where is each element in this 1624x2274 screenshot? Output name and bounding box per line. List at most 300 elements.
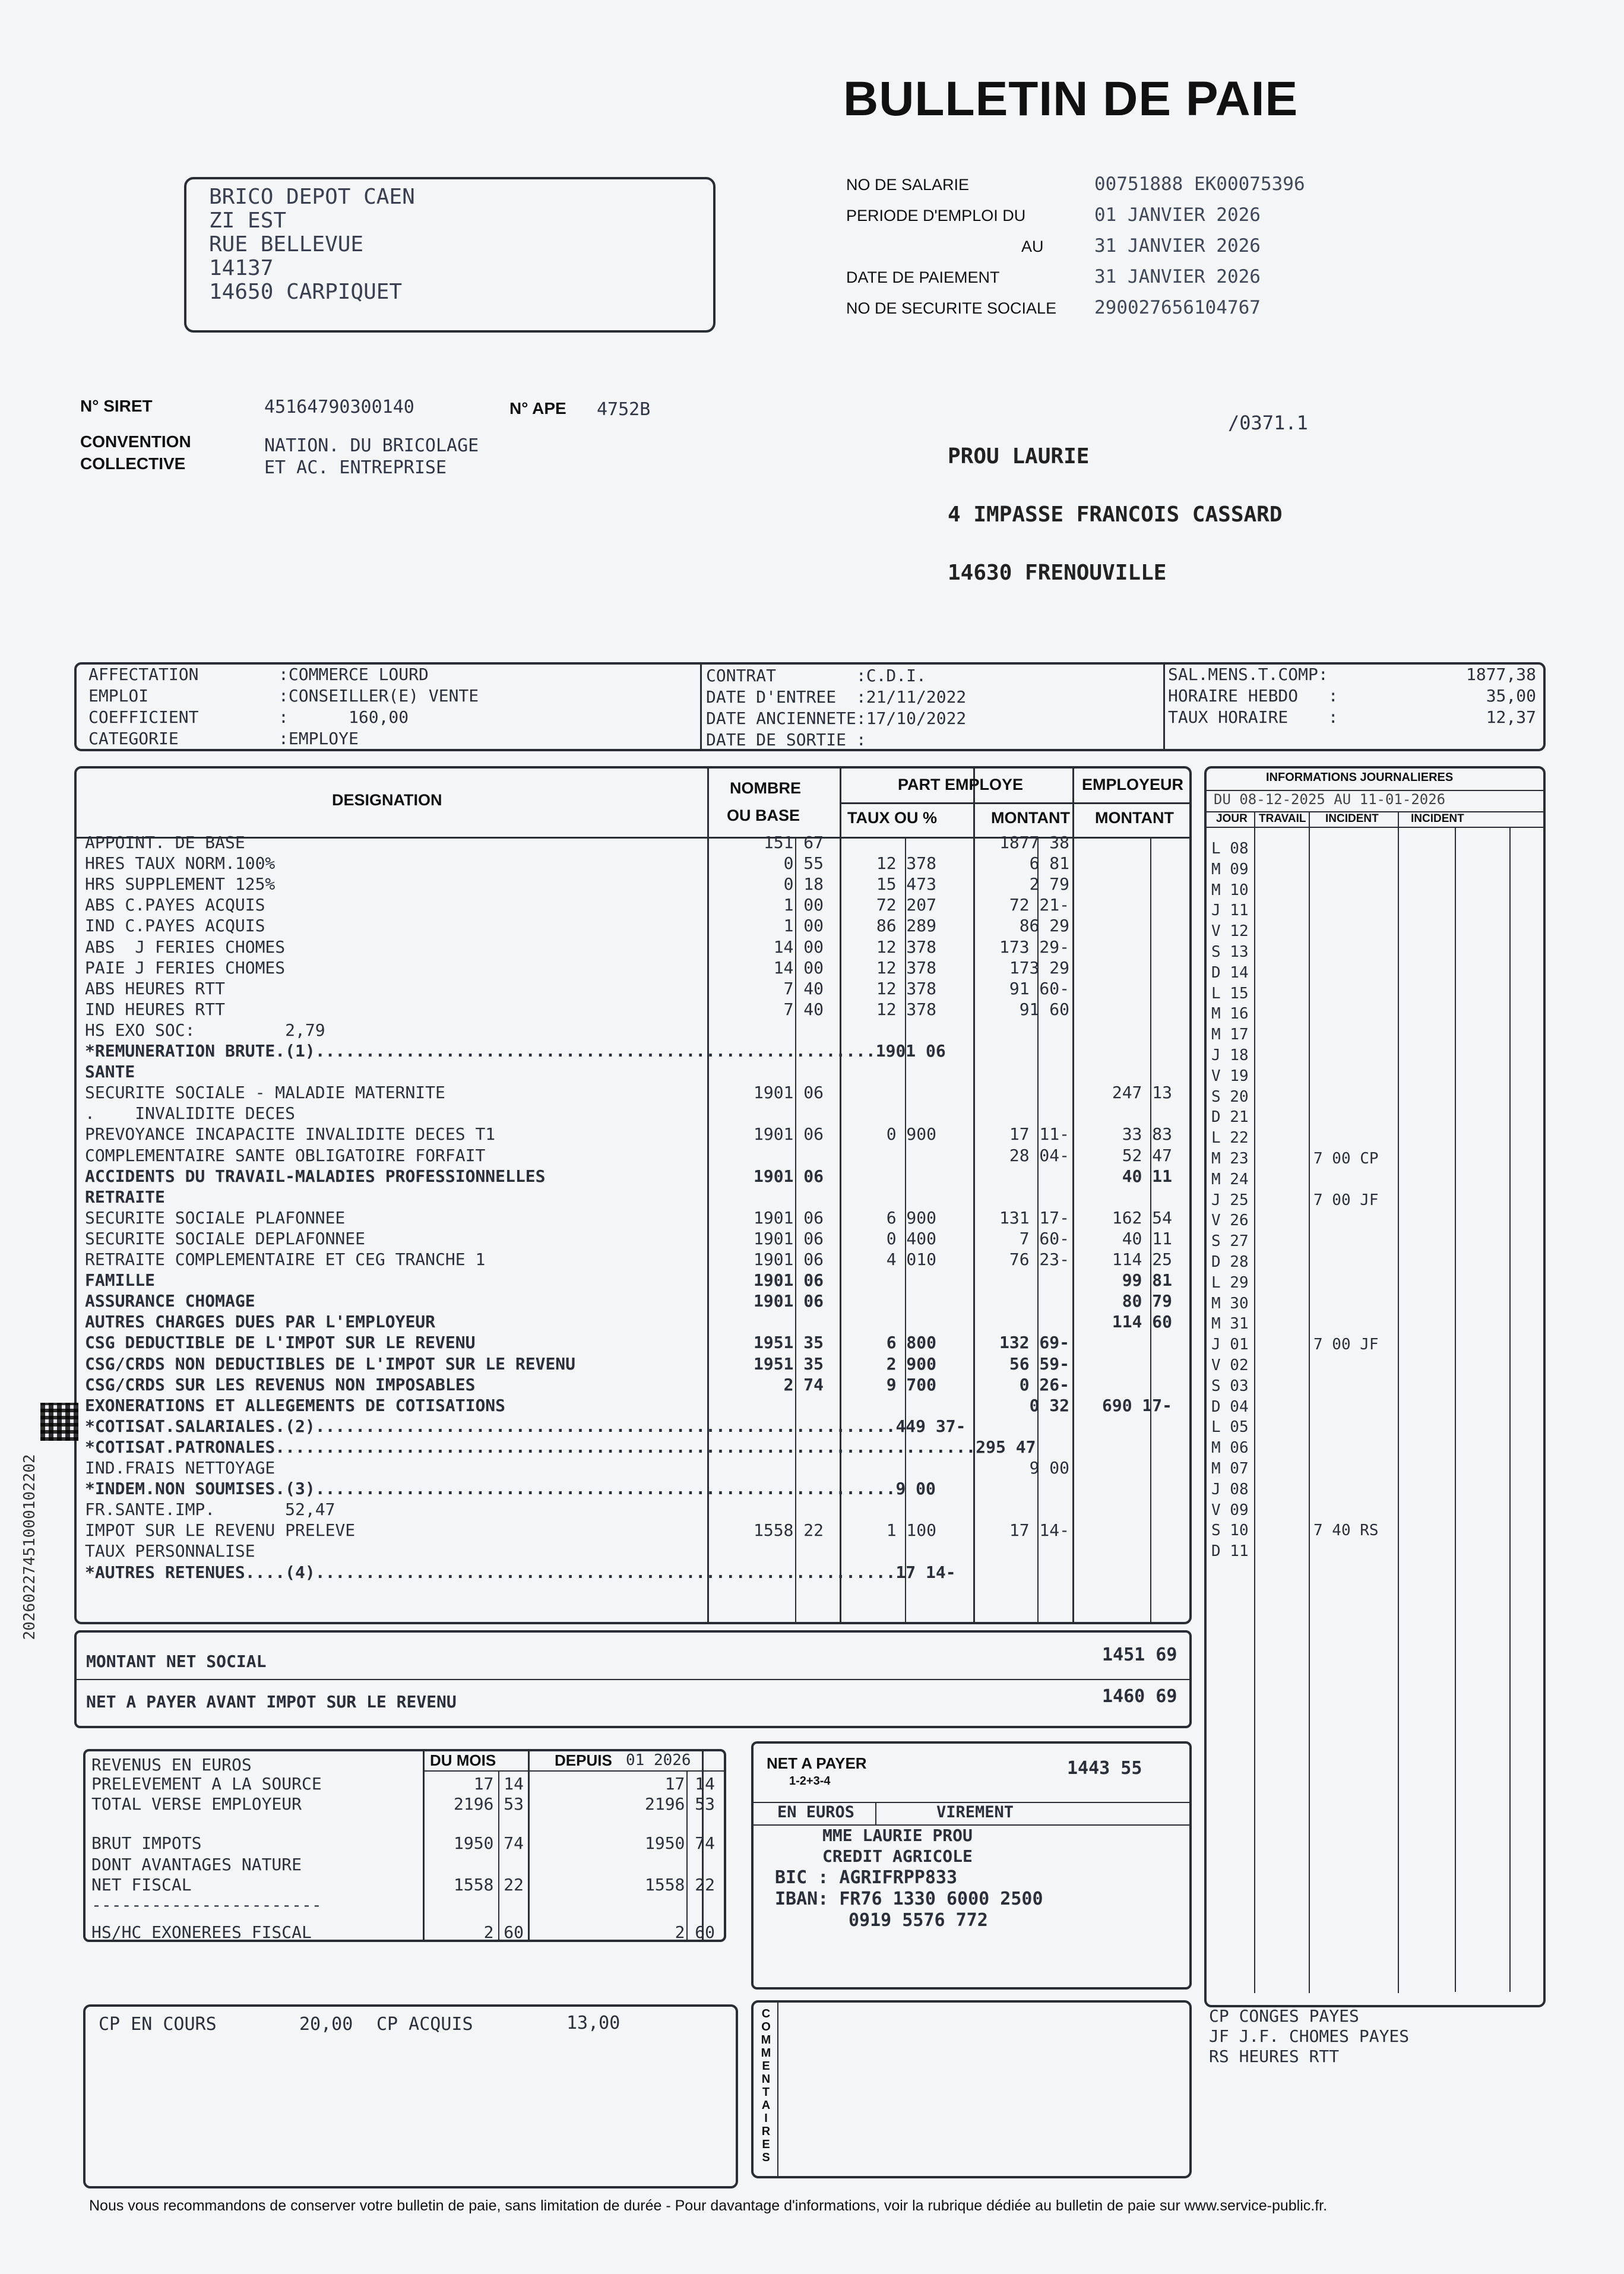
line-designation: IND.FRAIS NETTOYAGE: [85, 1458, 276, 1478]
table-row: [77, 1541, 1190, 1561]
table-row: [77, 1145, 1190, 1166]
daily-day: D 21: [1211, 1108, 1249, 1127]
totals-row-depuis: 1950 74: [644, 1833, 715, 1853]
line-designation: ABS C.PAYES ACQUIS: [85, 895, 265, 915]
line-taux: 1 100: [886, 1520, 936, 1541]
comments-letter: E: [762, 2138, 770, 2151]
side-reference-code: 20260227451000102202: [21, 1454, 39, 1640]
line-designation: HRES TAUX NORM.100%: [85, 853, 276, 874]
daily-incident: 7 00 JF: [1313, 1191, 1379, 1209]
incident-legend: [1209, 2006, 1409, 2067]
line-designation: IMPOT SUR LE REVENU PRELEVE: [85, 1520, 356, 1541]
line-montant: 76 23-: [1009, 1250, 1069, 1269]
line-montant: 173 29: [1009, 957, 1069, 978]
table-row: [77, 1353, 1190, 1374]
employment-rate-value: 1877,38: [1465, 665, 1536, 684]
payment-bank: CREDIT AGRICOLE: [822, 1846, 973, 1866]
table-row: [77, 1270, 1190, 1291]
line-nombre: 14 00: [773, 937, 824, 957]
daily-day: M 07: [1211, 1460, 1249, 1478]
line-taux: 12 378: [876, 999, 936, 1019]
employer-address-box: [184, 177, 716, 333]
table-row: [77, 1457, 1190, 1478]
header-info-value: 290027656104767: [1094, 297, 1261, 318]
daily-day: L 05: [1211, 1418, 1249, 1437]
employment-contract-line: DATE D'ENTREE :21/11/2022: [706, 687, 967, 707]
line-taux: 86 289: [876, 916, 936, 936]
table-row: [77, 1187, 1190, 1207]
line-nombre: 1901 06: [753, 1270, 824, 1291]
line-designation: ACCIDENTS DU TRAVAIL-MALADIES PROFESSIONNELLES: [85, 1166, 546, 1186]
table-row: [77, 1249, 1190, 1270]
employee-street: 4 IMPASSE FRANCOIS CASSARD: [948, 502, 1283, 527]
line-montant: 2 79: [1029, 874, 1069, 894]
header-info-label: PERIODE D'EMPLOI DU: [846, 207, 1026, 224]
comments-letter: T: [762, 2086, 770, 2099]
comments-letter: M: [761, 2047, 771, 2060]
net-social-value: 1451 69: [1102, 1644, 1177, 1665]
daily-day: D 11: [1211, 1542, 1249, 1561]
net-avant-impot-value: 1460 69: [1102, 1686, 1177, 1707]
line-designation: SECURITE SOCIALE - MALADIE MATERNITE: [85, 1083, 445, 1103]
table-row: [77, 1082, 1190, 1103]
line-designation: SANTE: [85, 1062, 135, 1082]
daily-day: S 10: [1211, 1522, 1249, 1540]
line-employeur: 99 81: [1122, 1270, 1172, 1291]
line-montant: 56 59-: [1009, 1353, 1069, 1374]
line-nombre: 14 00: [773, 957, 824, 978]
line-taux: 12 378: [876, 978, 936, 998]
table-row: [77, 1562, 1190, 1583]
daily-period: DU 08-12-2025 AU 11-01-2026: [1214, 791, 1446, 808]
daily-day: M 23: [1211, 1150, 1249, 1168]
line-designation: TAUX PERSONNALISE: [85, 1541, 255, 1561]
totals-row-depuis: 17 14: [664, 1774, 715, 1794]
line-taux: 12 378: [876, 937, 936, 957]
siret-value: 45164790300140: [264, 397, 414, 418]
header-nombre: NOMBRE: [730, 779, 801, 797]
daily-day: D 28: [1211, 1253, 1249, 1271]
comments-letter: E: [762, 2060, 770, 2073]
totals-row-label: BRUT IMPOTS: [91, 1833, 202, 1853]
employment-value: : 160,00: [278, 707, 409, 727]
header-info-label: NO DE SALARIE: [846, 176, 970, 194]
line-employeur: 40 11: [1122, 1228, 1172, 1248]
line-nombre: 2 74: [783, 1374, 824, 1394]
line-montant: 86 29: [1019, 916, 1069, 936]
collective-label: COLLECTIVE: [80, 454, 186, 473]
line-montant: 173 29-: [999, 937, 1069, 957]
daily-day: V 26: [1211, 1212, 1249, 1230]
employer-line: ZI EST: [209, 208, 287, 233]
line-designation: ABS J FERIES CHOMES: [85, 937, 286, 957]
daily-day: J 08: [1211, 1480, 1249, 1498]
daily-day: V 12: [1211, 922, 1249, 941]
employee-city: 14630 FRENOUVILLE: [948, 561, 1167, 585]
daily-incident: 7 40 RS: [1313, 1522, 1379, 1540]
line-nombre: 1951 35: [753, 1333, 824, 1353]
line-designation: RETRAITE: [85, 1187, 165, 1207]
header-taux: TAUX OU %: [847, 809, 938, 827]
line-nombre: 1 00: [783, 916, 824, 936]
line-employeur: 80 79: [1122, 1291, 1172, 1311]
footer-note: Nous vous recommandons de conserver votre bulletin de paie, sans limitation de durée - Pour davantage d'informations, voir la rubrique dédiée au bulletin de paie sur www.service-public.fr.: [89, 2197, 1328, 2214]
daily-day: M 24: [1211, 1170, 1249, 1188]
line-employeur: 114 25: [1112, 1250, 1172, 1269]
line-designation: *INDEM.NON SOUMISES.(3)..........................................................9 00: [85, 1479, 936, 1499]
comments-letter: M: [761, 2033, 771, 2047]
employer-line: RUE BELLEVUE: [209, 232, 364, 257]
comments-label: [757, 2007, 775, 2164]
line-nombre: 1901 06: [753, 1166, 824, 1186]
line-designation: FR.SANTE.IMP. 52,47: [85, 1500, 335, 1520]
table-row: [77, 1437, 1190, 1457]
totals-box: [83, 1749, 726, 1942]
table-row: [77, 1020, 1190, 1040]
payment-box: [751, 1741, 1192, 1990]
payment-currency: EN EUROS: [777, 1803, 855, 1821]
header-employeur-montant: MONTANT: [1095, 809, 1174, 827]
comments-letter: O: [761, 2020, 771, 2033]
line-designation: IND HEURES RTT: [85, 999, 226, 1019]
line-montant: 72 21-: [1009, 895, 1069, 915]
line-montant: 9 00: [1029, 1458, 1069, 1478]
line-taux: 0 400: [886, 1228, 936, 1248]
ape-label: N° APE: [509, 399, 566, 418]
employer-address: [209, 185, 415, 304]
convention-label: CONVENTION: [80, 432, 191, 451]
page-title: BULLETIN DE PAIE: [843, 72, 1299, 126]
daily-info-box: [1204, 766, 1546, 2007]
daily-day: L 29: [1211, 1273, 1249, 1292]
line-montant: 0 26-: [1019, 1374, 1069, 1394]
line-nombre: 1901 06: [753, 1228, 824, 1248]
daily-day: S 20: [1211, 1087, 1249, 1106]
table-row: [77, 894, 1190, 915]
employment-info-box: [74, 662, 1546, 751]
payroll-lines: [77, 832, 1190, 1616]
header-info-value: 01 JANVIER 2026: [1094, 204, 1261, 226]
line-employeur: 690 17-: [1101, 1395, 1172, 1415]
net-box: [74, 1630, 1192, 1728]
line-nombre: 7 40: [783, 999, 824, 1019]
comments-box: [751, 2000, 1192, 2178]
table-row: [77, 1332, 1190, 1353]
line-employeur: 162 54: [1112, 1207, 1172, 1228]
legend-line: JF J.F. CHOMES PAYES: [1209, 2026, 1410, 2046]
line-nombre: 1 00: [783, 895, 824, 915]
employment-contract-line: DATE ANCIENNETE:17/10/2022: [706, 709, 967, 728]
line-taux: 6 900: [886, 1207, 936, 1228]
reference-code: /0371.1: [1228, 412, 1308, 434]
qr-code-icon: [40, 1403, 78, 1441]
table-row: [77, 1061, 1190, 1082]
totals-row-label: DONT AVANTAGES NATURE: [91, 1855, 302, 1874]
net-avant-impot-label: NET A PAYER AVANT IMPOT SUR LE REVENU: [86, 1692, 457, 1712]
header-part-employe: PART EMPLOYE: [898, 776, 1024, 793]
employment-contract-line: DATE DE SORTIE :: [706, 730, 866, 749]
daily-title: INFORMATIONS JOURNALIERES: [1266, 771, 1454, 784]
line-taux: 4 010: [886, 1250, 936, 1269]
employment-contract-line: CONTRAT :C.D.I.: [706, 666, 926, 685]
table-row: [77, 1124, 1190, 1144]
comments-letter: N: [761, 2073, 771, 2086]
line-designation: HRS SUPPLEMENT 125%: [85, 874, 276, 894]
comments-letter: A: [761, 2099, 771, 2112]
comments-letter: S: [762, 2151, 770, 2164]
line-designation: CSG DEDUCTIBLE DE L'IMPOT SUR LE REVENU: [85, 1333, 476, 1353]
employment-rate-value: 35,00: [1486, 686, 1536, 706]
table-row: [77, 853, 1190, 874]
line-montant: 17 11-: [1009, 1124, 1069, 1144]
table-row: [77, 1207, 1190, 1228]
header-info-value: 31 JANVIER 2026: [1094, 266, 1261, 287]
daily-col-incident-2: INCIDENT: [1411, 812, 1464, 825]
totals-col-mois: DU MOIS: [430, 1751, 496, 1769]
line-designation: SECURITE SOCIALE DEPLAFONNEE: [85, 1228, 366, 1248]
line-montant: 28 04-: [1009, 1145, 1069, 1165]
table-row: [77, 937, 1190, 957]
totals-col-depuis-date: 01 2026: [626, 1751, 691, 1769]
line-nombre: 0 18: [783, 874, 824, 894]
line-designation: PAIE J FERIES CHOMES: [85, 957, 286, 978]
line-montant: 7 60-: [1019, 1228, 1069, 1248]
line-montant: 1877 38: [999, 833, 1069, 852]
payment-method: VIREMENT: [936, 1803, 1014, 1821]
header-info-label: NO DE SECURITE SOCIALE: [846, 299, 1057, 317]
payroll-table: [74, 766, 1192, 1624]
cp-acquis-value: 13,00: [566, 2013, 621, 2033]
daily-day: M 30: [1211, 1294, 1249, 1312]
daily-day: M 09: [1211, 860, 1249, 878]
line-taux: 12 378: [876, 957, 936, 978]
employment-label: COEFFICIENT: [88, 707, 199, 727]
employment-value: :CONSEILLER(E) VENTE: [278, 686, 479, 706]
line-nombre: 1901 06: [753, 1250, 824, 1269]
daily-day: J 18: [1211, 1046, 1249, 1064]
net-a-payer-formula: 1-2+3-4: [789, 1775, 831, 1788]
employment-rate-value: 12,37: [1486, 707, 1536, 727]
line-nombre: 1901 06: [753, 1083, 824, 1103]
table-row: [77, 1478, 1190, 1499]
net-a-payer-label: NET A PAYER: [767, 1754, 867, 1772]
table-row: [77, 1228, 1190, 1249]
employment-label: CATEGORIE: [88, 729, 179, 748]
daily-day: M 31: [1211, 1315, 1249, 1333]
daily-day: J 01: [1211, 1336, 1249, 1354]
conges-box: [83, 2004, 738, 2188]
table-row: [77, 1291, 1190, 1311]
header-designation: DESIGNATION: [332, 791, 442, 809]
line-designation: EXONERATIONS ET ALLEGEMENTS DE COTISATIONS: [85, 1395, 506, 1415]
line-designation: PREVOYANCE INCAPACITE INVALIDITE DECES T1: [85, 1124, 496, 1144]
employment-rate-label: SAL.MENS.T.COMP:: [1168, 665, 1328, 684]
line-nombre: 1901 06: [753, 1291, 824, 1311]
totals-row-mois: 1558 22: [453, 1875, 524, 1895]
totals-row-mois: 1950 74: [453, 1833, 524, 1853]
line-designation: *COTISAT.PATRONALES......................................................................295 47: [85, 1437, 1036, 1457]
comments-letter: C: [761, 2007, 771, 2020]
line-designation: *AUTRES RETENUES....(4)..........................................................17 14-: [85, 1562, 956, 1582]
daily-col-jour: JOUR: [1216, 812, 1248, 825]
comments-letter: R: [761, 2125, 771, 2138]
line-designation: ASSURANCE CHOMAGE: [85, 1291, 255, 1311]
line-designation: IND C.PAYES ACQUIS: [85, 916, 265, 936]
line-designation: COMPLEMENTAIRE SANTE OBLIGATOIRE FORFAIT: [85, 1145, 486, 1165]
line-designation: . INVALIDITE DECES: [85, 1103, 296, 1124]
employee-name: PROU LAURIE: [948, 444, 1090, 469]
line-montant: 91 60: [1019, 999, 1069, 1019]
totals-row-depuis: 2196 53: [644, 1794, 715, 1814]
totals-row-mois: 2196 53: [453, 1794, 524, 1814]
legend-line: CP CONGES PAYES: [1209, 2006, 1359, 2026]
employment-rate-label: HORAIRE HEBDO :: [1168, 686, 1338, 706]
line-nombre: 0 55: [783, 853, 824, 874]
legend-line: RS HEURES RTT: [1209, 2047, 1340, 2066]
table-row: [77, 874, 1190, 894]
totals-col-depuis: DEPUIS: [555, 1751, 612, 1769]
line-nombre: 1558 22: [753, 1520, 824, 1541]
line-nombre: 7 40: [783, 978, 824, 998]
daily-incident: 7 00 JF: [1313, 1336, 1379, 1354]
daily-day: L 22: [1211, 1129, 1249, 1147]
net-a-payer-amount: 1443 55: [1067, 1758, 1142, 1779]
line-designation: FAMILLE: [85, 1270, 156, 1291]
cp-acquis-label: CP ACQUIS: [376, 2014, 473, 2035]
line-montant: 17 14-: [1009, 1520, 1069, 1541]
line-taux: 2 900: [886, 1353, 936, 1374]
line-taux: 72 207: [876, 895, 936, 915]
daily-day: V 19: [1211, 1067, 1249, 1085]
line-designation: APPOINT. DE BASE: [85, 833, 245, 852]
table-row: [77, 832, 1190, 853]
convention-value-1: NATION. DU BRICOLAGE: [264, 435, 479, 456]
payment-iban: IBAN: FR76 1330 6000 2500: [775, 1889, 1043, 1909]
payment-beneficiary: MME LAURIE PROU: [822, 1826, 973, 1845]
header-base: OU BASE: [727, 807, 800, 824]
employment-label: EMPLOI: [88, 686, 149, 706]
totals-row-label: HS/HC EXONEREES FISCAL: [91, 1922, 312, 1942]
daily-day: M 06: [1211, 1439, 1249, 1457]
daily-day: V 02: [1211, 1356, 1249, 1374]
comments-letter: I: [764, 2112, 768, 2125]
line-employeur: 52 47: [1122, 1145, 1172, 1165]
line-montant: 131 17-: [999, 1207, 1069, 1228]
totals-row-label: PRELEVEMENT A LA SOURCE: [91, 1774, 322, 1794]
totals-row-depuis: 2 60: [675, 1922, 715, 1942]
header-info-label: AU: [1021, 238, 1044, 255]
line-designation: SECURITE SOCIALE PLAFONNEE: [85, 1207, 346, 1228]
daily-col-travail: TRAVAIL: [1259, 812, 1306, 825]
line-montant: 6 81: [1029, 853, 1069, 874]
daily-day: J 11: [1211, 902, 1249, 920]
header-info-value: 00751888 EK00075396: [1094, 173, 1305, 195]
convention-value-2: ET AC. ENTREPRISE: [264, 457, 447, 478]
daily-day: S 13: [1211, 943, 1249, 961]
line-taux: 12 378: [876, 853, 936, 874]
daily-col-incident-1: INCIDENT: [1325, 812, 1379, 825]
employment-label: AFFECTATION: [88, 665, 199, 684]
table-row: [77, 1103, 1190, 1124]
daily-day: V 09: [1211, 1501, 1249, 1519]
daily-day: L 08: [1211, 840, 1249, 858]
line-taux: 6 800: [886, 1333, 936, 1353]
line-montant: 0 32: [1029, 1395, 1069, 1415]
line-designation: CSG/CRDS SUR LES REVENUS NON IMPOSABLES: [85, 1374, 476, 1394]
line-employeur: 40 11: [1122, 1166, 1172, 1186]
line-montant: 91 60-: [1009, 978, 1069, 998]
siret-label: N° SIRET: [80, 397, 153, 415]
table-row: [77, 957, 1190, 978]
line-employeur: 114 60: [1112, 1312, 1172, 1332]
daily-day: L 15: [1211, 984, 1249, 1002]
table-row: [77, 1374, 1190, 1395]
header-montant: MONTANT: [991, 809, 1070, 827]
employer-line: 14137: [209, 256, 274, 280]
header-info: [846, 173, 1588, 328]
table-row: [77, 1416, 1190, 1437]
line-designation: *COTISAT.SALARIALES.(2)..........................................................449 37-: [85, 1416, 966, 1436]
payment-iban-end: 0919 5576 772: [849, 1910, 988, 1931]
line-designation: *REMUNERATION BRUTE.(1)........................................................1901 06: [85, 1041, 946, 1061]
ape-value: 4752B: [597, 399, 651, 420]
net-social-label: MONTANT NET SOCIAL: [86, 1652, 267, 1671]
header-employeur: EMPLOYEUR: [1082, 776, 1184, 793]
line-designation: CSG/CRDS NON DEDUCTIBLES DE L'IMPOT SUR LE REVENU: [85, 1353, 576, 1374]
table-row: [77, 978, 1190, 999]
table-row: [77, 915, 1190, 936]
line-nombre: 151 67: [763, 833, 824, 852]
line-employeur: 33 83: [1122, 1124, 1172, 1144]
line-employeur: 247 13: [1112, 1083, 1172, 1103]
line-nombre: 1951 35: [753, 1353, 824, 1374]
line-nombre: 1901 06: [753, 1124, 824, 1144]
totals-title: REVENUS EN EUROS: [91, 1755, 252, 1775]
totals-row-mois: 2 60: [483, 1922, 524, 1942]
header-info-value: 31 JANVIER 2026: [1094, 235, 1261, 257]
line-montant: 132 69-: [999, 1333, 1069, 1353]
payment-bic: BIC : AGRIFRPP833: [775, 1867, 958, 1888]
cp-en-cours-value: 20,00: [299, 2014, 353, 2035]
line-nombre: 1901 06: [753, 1207, 824, 1228]
totals-row-label: TOTAL VERSE EMPLOYEUR: [91, 1794, 302, 1814]
daily-day: M 10: [1211, 881, 1249, 899]
table-row: [77, 1040, 1190, 1061]
line-designation: RETRAITE COMPLEMENTAIRE ET CEG TRANCHE 1: [85, 1250, 486, 1269]
totals-row-label: -----------------------: [91, 1895, 322, 1915]
totals-row-depuis: 1558 22: [644, 1875, 715, 1895]
header-info-label: DATE DE PAIEMENT: [846, 268, 1000, 286]
line-taux: 0 900: [886, 1124, 936, 1144]
line-taux: 15 473: [876, 874, 936, 894]
line-designation: AUTRES CHARGES DUES PAR L'EMPLOYEUR: [85, 1312, 436, 1332]
totals-row-label: NET FISCAL: [91, 1875, 192, 1895]
employment-value: :EMPLOYE: [278, 729, 359, 748]
line-taux: 9 700: [886, 1374, 936, 1394]
line-designation: HS EXO SOC: 2,79: [85, 1020, 325, 1040]
daily-day: M 16: [1211, 1005, 1249, 1023]
employment-value: :COMMERCE LOURD: [278, 665, 429, 684]
employer-line: 14650 CARPIQUET: [209, 280, 403, 304]
table-row: [77, 1311, 1190, 1332]
table-row: [77, 1395, 1190, 1416]
daily-incident: 7 00 CP: [1313, 1150, 1379, 1168]
cp-en-cours-label: CP EN COURS: [99, 2014, 217, 2035]
table-row: [77, 1520, 1190, 1541]
daily-day: S 03: [1211, 1377, 1249, 1395]
employer-line: BRICO DEPOT CAEN: [209, 185, 415, 209]
table-row: [77, 1499, 1190, 1520]
